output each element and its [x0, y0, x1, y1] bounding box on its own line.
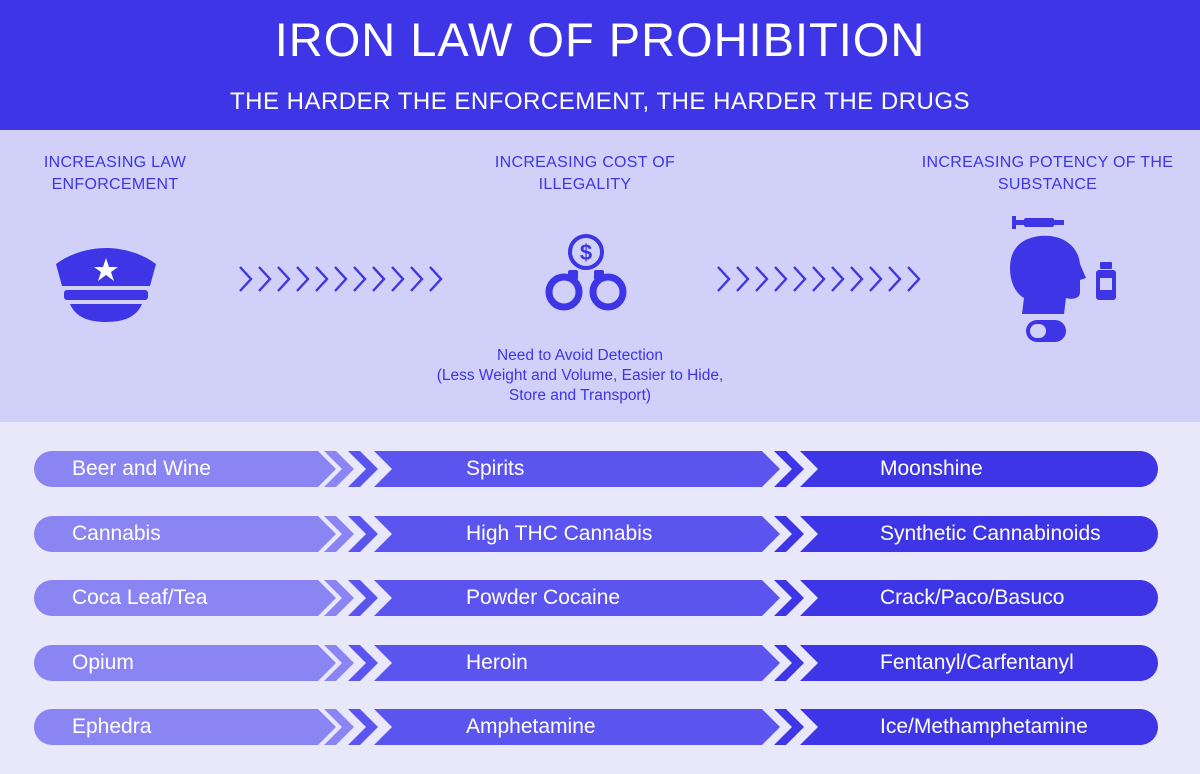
chevron-arrows-1: [236, 264, 458, 294]
note-line-3: Store and Transport): [508, 387, 652, 404]
chevron-icon: [737, 267, 748, 291]
chevron-icon: [794, 267, 805, 291]
substance-high-potency: Ice/Methamphetamine: [880, 715, 1088, 738]
chevron-arrows-2: [714, 264, 936, 294]
chevron-icon: [756, 267, 767, 291]
substance-low-potency: Beer and Wine: [72, 457, 211, 480]
chevron-icon: [392, 267, 403, 291]
police-cap-icon: [52, 246, 160, 326]
substance-mid-potency: Amphetamine: [466, 715, 596, 738]
note-line-2: (Less Weight and Volume, Easier to Hide,: [436, 367, 724, 384]
substance-row: [34, 709, 1158, 745]
chevron-icon: [851, 267, 862, 291]
chevron-icon: [908, 267, 919, 291]
page-title: IRON LAW OF PROHIBITION: [274, 13, 926, 66]
note-line-1: Need to Avoid Detection: [496, 347, 664, 364]
chevron-icon: [813, 267, 824, 291]
chevron-icon: [297, 267, 308, 291]
mechanism-band: [0, 130, 1200, 422]
handcuffs-dollar-icon: [544, 230, 628, 314]
detection-note: [380, 346, 780, 406]
chevron-icon: [775, 267, 786, 291]
row-segment-mid: [374, 451, 772, 487]
chevron-icon: [259, 267, 270, 291]
substance-mid-potency: Heroin: [466, 651, 528, 674]
substance-low-potency: Opium: [72, 651, 134, 674]
stage-label-potency: INCREASING POTENCY OF THE SUBSTANCE: [921, 154, 1174, 193]
chevron-icon: [278, 267, 289, 291]
chevron-icon: [335, 267, 346, 291]
substance-low-potency: Coca Leaf/Tea: [72, 586, 208, 609]
stage-label-cost: INCREASING COST OF ILLEGALITY: [494, 154, 676, 193]
svg-text:$: $: [579, 240, 593, 265]
substance-high-potency: Synthetic Cannabinoids: [880, 522, 1101, 545]
chevron-icon: [832, 267, 843, 291]
chevron-icon: [870, 267, 881, 291]
substance-mid-potency: High THC Cannabis: [466, 522, 653, 545]
substance-row: [34, 580, 1158, 616]
substance-mid-potency: Powder Cocaine: [466, 586, 621, 609]
head-drugs-icon: [1000, 208, 1124, 348]
substance-high-potency: Crack/Paco/Basuco: [880, 586, 1065, 609]
stage-label-enforcement: INCREASING LAW ENFORCEMENT: [43, 154, 187, 193]
chevron-icon: [373, 267, 384, 291]
chevron-icon: [411, 267, 422, 291]
chevron-icon: [240, 267, 251, 291]
page-subtitle: THE HARDER THE ENFORCEMENT, THE HARDER THE DRUGS: [229, 88, 971, 115]
header: [0, 0, 1200, 130]
row-segment-mid: [374, 645, 772, 681]
substance-row: [34, 451, 1158, 487]
chevron-icon: [718, 267, 729, 291]
substance-row: [34, 645, 1158, 681]
substance-high-potency: Moonshine: [880, 457, 983, 480]
chevron-icon: [889, 267, 900, 291]
substance-low-potency: Ephedra: [72, 715, 152, 738]
substance-high-potency: Fentanyl/Carfentanyl: [880, 651, 1074, 674]
substance-low-potency: Cannabis: [72, 522, 161, 545]
substance-mid-potency: Spirits: [466, 457, 525, 480]
chevron-icon: [354, 267, 365, 291]
chevron-icon: [316, 267, 327, 291]
chevron-icon: [430, 267, 441, 291]
substance-row: [34, 516, 1158, 552]
